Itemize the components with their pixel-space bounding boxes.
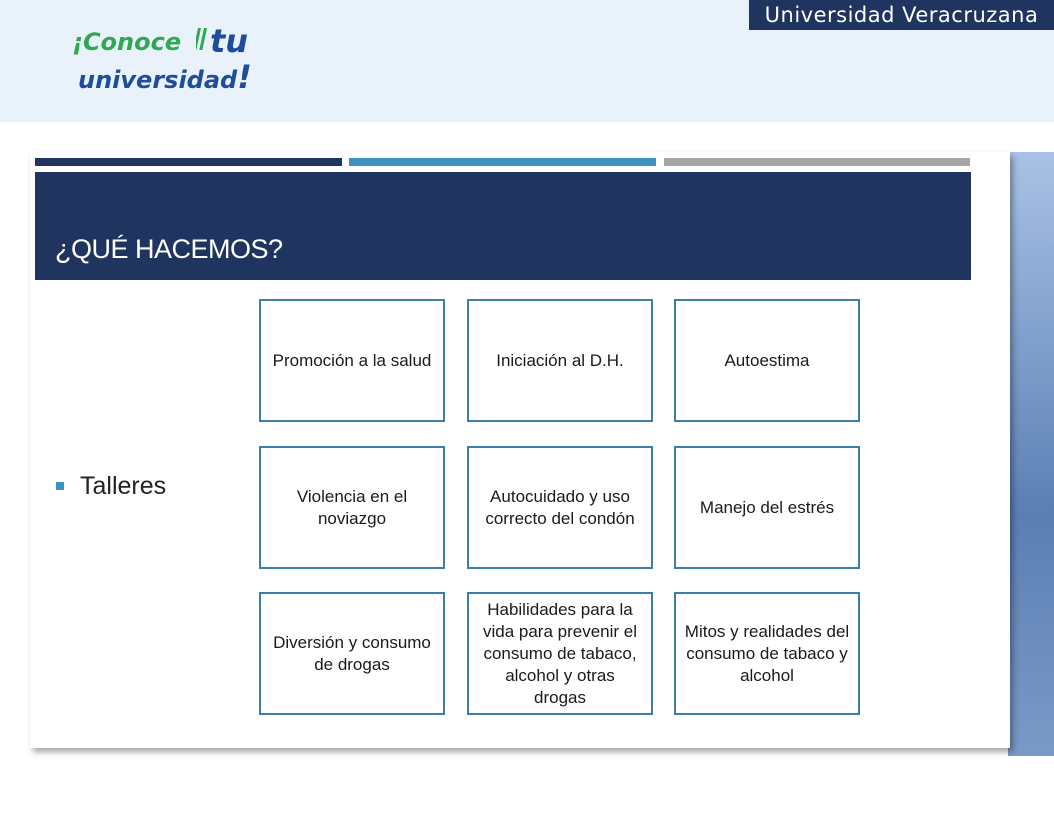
institution-label: Universidad Veracruzana (749, 0, 1054, 30)
workshop-box: Violencia en el noviazgo (259, 446, 445, 569)
conoce-tu-universidad-logo (70, 24, 270, 96)
bullet-square-icon (56, 482, 64, 490)
bullet-label: Talleres (80, 472, 167, 500)
logo-text-universidad: universidad! (78, 58, 252, 96)
workshop-box: Mitos y realidades del consumo de tabaco y alcohol (674, 592, 860, 715)
workshop-box: Promoción a la salud (259, 299, 445, 422)
background-gradient (1008, 152, 1054, 756)
logo-stripes-icon (196, 28, 210, 50)
accent-bar-blue (349, 158, 656, 166)
logo-text-tu: tu (210, 22, 249, 60)
accent-bar-navy (35, 158, 342, 166)
workshop-box: Autocuidado y uso correcto del condón (467, 446, 653, 569)
workshop-box: Autoestima (674, 299, 860, 422)
workshop-box: Iniciación al D.H. (467, 299, 653, 422)
workshop-box: Habilidades para la vida para prevenir el consumo de tabaco, alcohol y otras drogas (467, 592, 653, 715)
workshop-box: Manejo del estrés (674, 446, 860, 569)
logo-text-conoce: ¡Conoce (72, 28, 182, 56)
workshop-box: Diversión y consumo de drogas (259, 592, 445, 715)
accent-bar-gray (664, 158, 970, 166)
slide-title: ¿QUÉ HACEMOS? (55, 234, 283, 264)
title-band (35, 172, 971, 280)
